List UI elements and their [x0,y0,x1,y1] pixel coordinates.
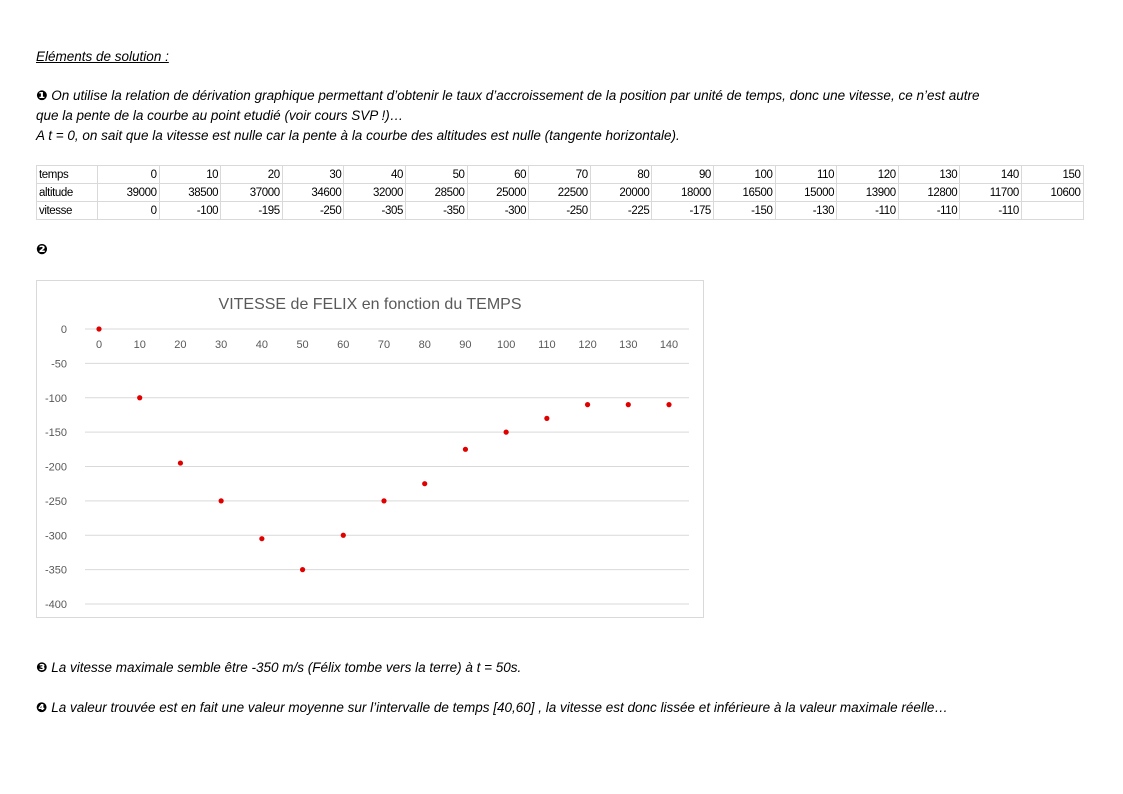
table-cell: 18000 [652,184,714,202]
x-tick-label: 130 [619,339,638,351]
chart-x-ticks [96,339,678,351]
table-cell: 13900 [837,184,899,202]
table-cell: -250 [529,202,591,220]
table-cell: 140 [960,166,1022,184]
data-table-body [37,166,1084,220]
table-cell: 130 [898,166,960,184]
table-cell: 120 [837,166,899,184]
table-cell: -350 [405,202,467,220]
table-cell: -130 [775,202,837,220]
data-point [381,498,386,503]
table-cell: 110 [775,166,837,184]
x-tick-label: 20 [174,339,187,351]
table-cell: 32000 [344,184,406,202]
table-cell: 40 [344,166,406,184]
data-point [219,498,224,503]
item1-line1 [36,86,980,106]
x-tick-label: 90 [459,339,472,351]
data-table [36,165,1084,220]
chart-title: VITESSE de FELIX en fonction du TEMPS [218,296,522,313]
table-cell: 38500 [159,184,221,202]
item1-marker: ❶ [36,88,48,103]
table-cell: 20 [221,166,283,184]
table-cell: -300 [467,202,529,220]
table-cell: -150 [713,202,775,220]
y-tick-label: -250 [44,495,67,508]
table-cell: 34600 [282,184,344,202]
table-cell: 0 [98,166,160,184]
data-point [259,536,264,541]
table-row [37,202,1084,220]
table-cell: 50 [405,166,467,184]
velocity-chart-svg [37,281,703,617]
table-cell: -305 [344,202,406,220]
table-cell: 30 [282,166,344,184]
y-tick-label: -100 [44,392,67,405]
data-point [422,481,427,486]
data-point [585,402,590,407]
table-cell: 37000 [221,184,283,202]
y-tick-label: -50 [51,358,67,371]
table-cell: -110 [960,202,1022,220]
table-cell: 100 [713,166,775,184]
x-tick-label: 140 [659,339,679,351]
table-row [37,166,1084,184]
table-cell: 16500 [713,184,775,202]
table-cell: 150 [1021,166,1083,184]
y-tick-label: -300 [44,530,67,543]
table-cell [1021,202,1083,220]
table-row-label: temps [37,166,98,184]
chart-y-ticks [45,324,67,611]
table-cell: 60 [467,166,529,184]
table-row [37,184,1084,202]
item1-line3: A t = 0, on sait que la vitesse est nulle car la pente à la courbe des altitudes est nulle (tangente horizontale). [36,128,680,143]
table-cell: 0 [98,202,160,220]
table-cell: -110 [837,202,899,220]
table-row-label: altitude [37,184,98,202]
table-cell: -110 [898,202,960,220]
table-cell: 80 [590,166,652,184]
item2-marker: ❷ [36,241,48,257]
y-tick-label: 0 [60,324,67,336]
table-cell: 39000 [98,184,160,202]
chart-gridlines [85,329,689,604]
velocity-chart [36,280,704,618]
table-cell: -100 [159,202,221,220]
table-cell: -225 [590,202,652,220]
x-tick-label: 120 [578,339,597,351]
x-tick-label: 110 [538,339,556,351]
x-tick-label: 0 [95,339,103,351]
table-cell: 10600 [1021,184,1083,202]
y-tick-label: -400 [44,599,67,611]
item1-text: On utilise la relation de dérivation graphique permettant d’obtenir le taux d’accroissement de la position par unité de temps, donc une vitesse, ce n’est autre [51,88,980,103]
x-tick-label: 30 [215,339,228,351]
x-tick-label: 10 [133,339,146,351]
item4-text: La valeur trouvée est en fait une valeur moyenne sur l’intervalle de temps [40,60] , la vitesse est donc lissée et inférieure à la valeur maximale réelle… [51,700,948,715]
x-tick-label: 40 [255,339,268,351]
x-tick-label: 80 [418,339,431,351]
item1-line2: que la pente de la courbe au point etudié (voir cours SVP !)… [36,108,404,123]
item3-line [36,658,521,678]
item3-marker: ❸ [36,660,48,675]
x-tick-label: 60 [337,339,350,351]
table-cell: 70 [529,166,591,184]
y-tick-label: -200 [44,461,67,474]
data-point [137,395,142,400]
data-point [178,460,183,465]
table-cell: -250 [282,202,344,220]
table-cell: 12800 [898,184,960,202]
x-tick-label: 50 [296,339,309,351]
data-point [96,326,101,331]
table-cell: 90 [652,166,714,184]
table-cell: 28500 [405,184,467,202]
data-point [666,402,671,407]
data-point [300,567,305,572]
item3-text: La vitesse maximale semble être -350 m/s (Félix tombe vers la terre) à t = 50s. [51,660,522,675]
item4-marker: ❹ [36,700,48,715]
x-tick-label: 70 [377,339,391,351]
table-cell: 20000 [590,184,652,202]
data-point [544,416,549,421]
table-cell: 15000 [775,184,837,202]
table-row-label: vitesse [37,202,98,220]
y-tick-label: -150 [44,427,67,440]
data-point [626,402,631,407]
table-cell: 11700 [960,184,1022,202]
solution-heading: Eléments de solution : [36,49,169,64]
table-cell: 10 [159,166,221,184]
table-cell: 22500 [529,184,591,202]
data-point [341,533,346,538]
table-cell: -175 [652,202,714,220]
table-cell: 25000 [467,184,529,202]
x-tick-label: 100 [496,339,516,351]
data-point [504,430,509,435]
table-cell: -195 [221,202,283,220]
data-point [463,447,468,452]
y-tick-label: -350 [44,564,67,577]
item4-line [36,698,948,718]
